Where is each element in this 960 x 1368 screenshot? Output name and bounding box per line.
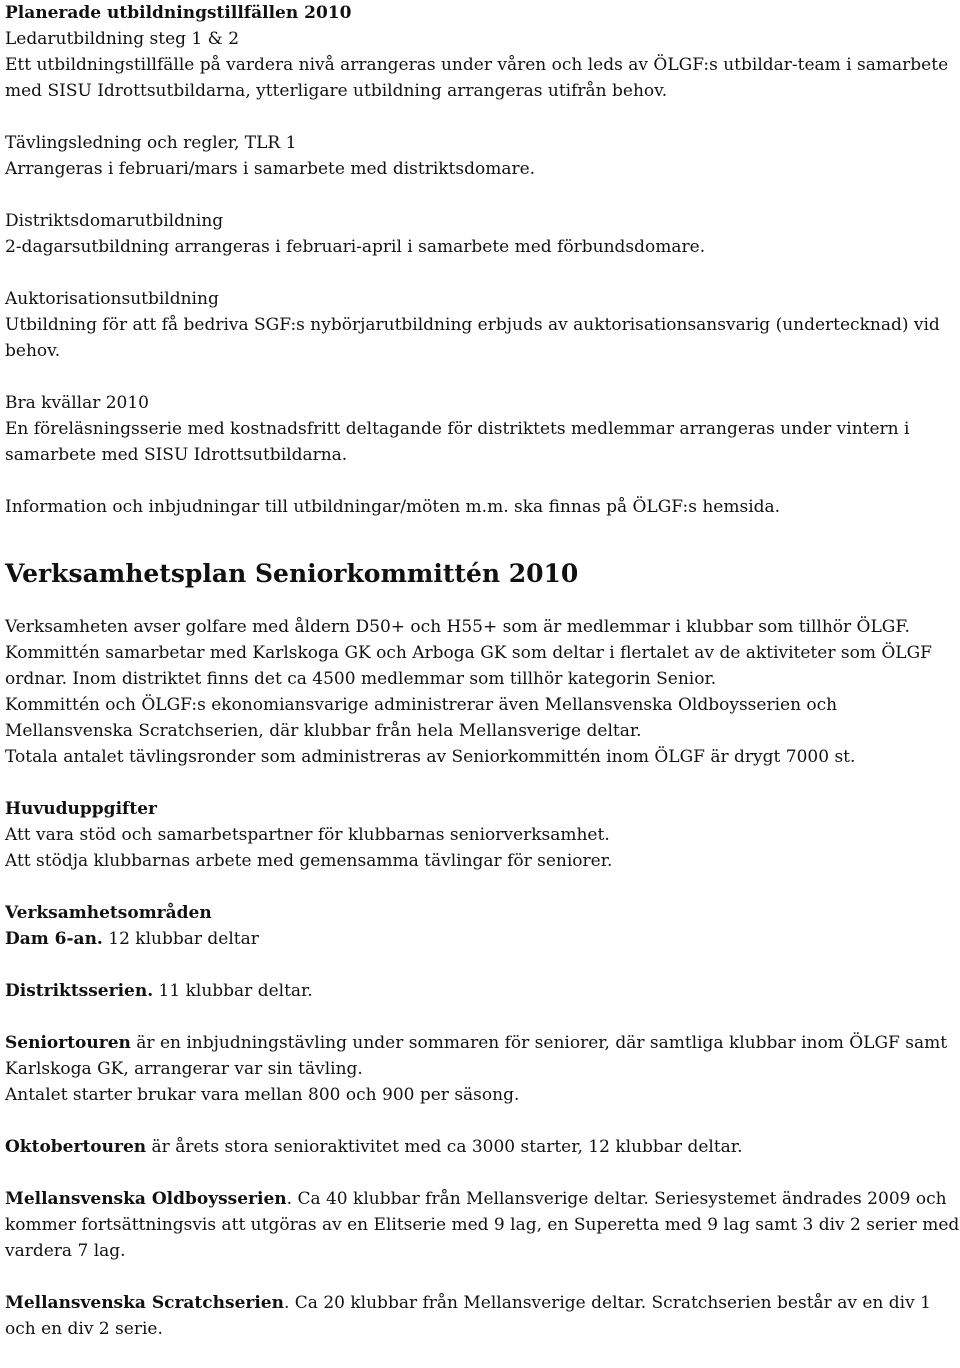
training-subheading: Ledarutbildning steg 1 & 2 bbox=[5, 29, 240, 49]
training-item bbox=[5, 286, 960, 364]
training-intro: Ett utbildningstillfälle på vardera nivå arrangeras under våren och leds av ÖLGF:s utbildar-team i samarbete med SISU Idrottsutbildarna, ytterligare utbildning arrangeras utifrån behov. bbox=[5, 55, 949, 101]
plan-intro bbox=[5, 614, 960, 770]
area-text: 12 klubbar deltar bbox=[102, 929, 259, 949]
training-item-text: 2-dagarsutbildning arrangeras i februari-april i samarbete med förbundsdomare. bbox=[5, 237, 706, 257]
area-text: . Ca 20 klubbar från Mellansverige deltar. Scratchserien består av en div 1 och en div 2 serie. bbox=[5, 1293, 931, 1339]
training-item-title: Distriktsdomarutbildning bbox=[5, 211, 224, 231]
area-text: . Ca 40 klubbar från Mellansverige deltar. Seriesystemet ändrades 2009 och kommer fortsättningsvis att utgöras av en Elitserie med 9 lag, en Superetta med 9 lag samt 3 div 2 serier med vardera 7 lag. bbox=[5, 1189, 960, 1261]
area-scratch bbox=[5, 1290, 960, 1342]
training-item-text: En föreläsningsserie med kostnadsfritt deltagande för distriktets medlemmar arrangeras under vintern i samarbete med SISU Idrottsutbildarna. bbox=[5, 419, 910, 465]
area-lead: Dam 6-an. bbox=[5, 929, 103, 949]
training-section bbox=[5, 0, 960, 104]
area-senior-extra: Antalet starter brukar vara mellan 800 och 900 per säsong. bbox=[5, 1085, 520, 1105]
tasks-section bbox=[5, 796, 960, 874]
area-lead: Seniortouren bbox=[5, 1033, 131, 1053]
area-oktobertouren bbox=[5, 1134, 960, 1160]
area-lead: Mellansvenska Oldboysserien bbox=[5, 1189, 287, 1209]
plan-intro-line: Kommittén och ÖLGF:s ekonomiansvarige administrerar även Mellansvenska Oldboysserien och Mellansvenska Scratchserien, där klubbar från hela Mellansverige deltar. bbox=[5, 695, 838, 741]
training-item bbox=[5, 390, 960, 468]
area-seniortouren bbox=[5, 1030, 960, 1108]
area-dam bbox=[5, 926, 960, 952]
training-item-text: Utbildning för att få bedriva SGF:s nybörjarutbildning erbjuds av auktorisationsansvarig (undertecknad) vid behov. bbox=[5, 315, 940, 361]
area-lead: Distriktsserien. bbox=[5, 981, 154, 1001]
area-district bbox=[5, 978, 960, 1004]
training-item-title: Tävlingsledning och regler, TLR 1 bbox=[5, 133, 297, 153]
area-lead: Mellansvenska Scratchserien bbox=[5, 1293, 284, 1313]
document-page bbox=[5, 0, 960, 1368]
plan-intro-line: Kommittén samarbetar med Karlskoga GK och Arboga GK som deltar i flertalet av de aktiviteter som ÖLGF ordnar. Inom distriktet finns det ca 4500 medlemmar som tillhör kategorin Senior. bbox=[5, 643, 932, 689]
area-text: 11 klubbar deltar. bbox=[153, 981, 313, 1001]
plan-intro-line: Totala antalet tävlingsronder som administreras av Seniorkommittén inom ÖLGF är drygt 7000 st. bbox=[5, 747, 856, 767]
training-heading: Planerade utbildningstillfällen 2010 bbox=[5, 3, 352, 23]
tasks-title: Huvuduppgifter bbox=[5, 799, 157, 819]
area-text: är årets stora senioraktivitet med ca 3000 starter, 12 klubbar deltar. bbox=[146, 1137, 743, 1157]
training-item bbox=[5, 208, 960, 260]
task-line: Att stödja klubbarnas arbete med gemensamma tävlingar för seniorer. bbox=[5, 851, 613, 871]
training-info: Information och inbjudningar till utbildningar/möten m.m. ska finnas på ÖLGF:s hemsida. bbox=[5, 497, 781, 517]
area-senior-text bbox=[5, 1030, 960, 1082]
plan-title: Verksamhetsplan Seniorkommittén 2010 bbox=[5, 559, 579, 588]
area-text: är en inbjudningstävling under sommaren för seniorer, där samtliga klubbar inom ÖLGF samt Karlskoga GK, arrangerar var sin tävling. bbox=[5, 1033, 948, 1079]
area-lead: Oktobertouren bbox=[5, 1137, 147, 1157]
plan-intro-line: Verksamheten avser golfare med åldern D50+ och H55+ som är medlemmar i klubbar som tillhör ÖLGF. bbox=[5, 617, 910, 637]
areas-section bbox=[5, 900, 960, 952]
training-item bbox=[5, 130, 960, 182]
training-item-text: Arrangeras i februari/mars i samarbete med distriktsdomare. bbox=[5, 159, 536, 179]
area-oldboys bbox=[5, 1186, 960, 1264]
training-item-title: Auktorisationsutbildning bbox=[5, 289, 219, 309]
task-line: Att vara stöd och samarbetspartner för klubbarnas seniorverksamhet. bbox=[5, 825, 610, 845]
training-item-title: Bra kvällar 2010 bbox=[5, 393, 150, 413]
areas-title: Verksamhetsområden bbox=[5, 903, 212, 923]
